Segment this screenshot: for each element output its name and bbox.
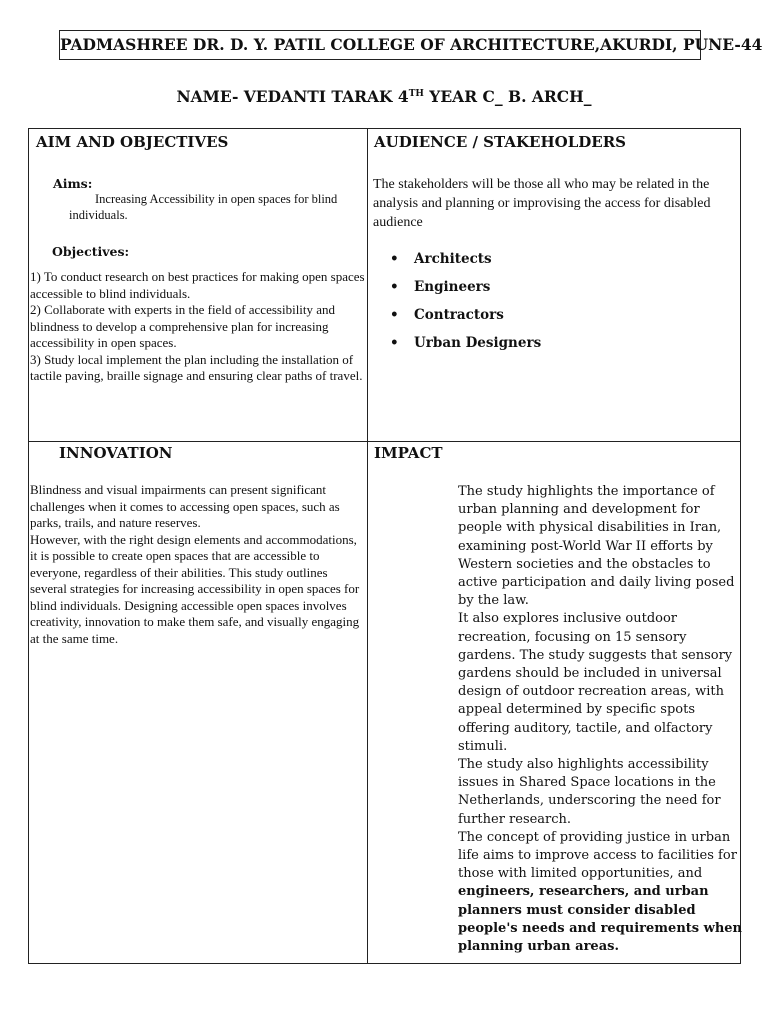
bullet-icon: • — [390, 279, 399, 295]
bullet-icon: • — [390, 335, 399, 351]
audience-heading: AUDIENCE / STAKEHOLDERS — [374, 133, 626, 151]
bullet-icon: • — [390, 307, 399, 323]
stakeholder-list — [390, 247, 541, 359]
objective-item: 3) Study local implement the plan including the installation of tactile paving, braille signage and ensuring clear paths of travel. — [30, 351, 363, 383]
stakeholder-label: Urban Designers — [414, 335, 542, 351]
aims-line-2: individuals. — [69, 208, 128, 222]
stakeholder-label: Engineers — [414, 279, 491, 295]
innovation-heading: INNOVATION — [59, 444, 173, 462]
impact-heading: IMPACT — [374, 444, 443, 462]
impact-last-bold: engineers, researchers, and urban planners must consider disabled people's needs and requirements when planning urban areas. — [458, 884, 742, 955]
aims-label: Aims: — [53, 176, 93, 191]
stakeholders-intro: The stakeholders will be those all who may be related in the analysis and planning or improvising the access for disabled audience — [373, 177, 711, 230]
objectives-list — [30, 269, 365, 385]
impact-cell — [368, 442, 741, 964]
innovation-text — [30, 482, 367, 647]
aim-heading: AIM AND OBJECTIVES — [36, 133, 229, 151]
impact-last-plain: The concept of providing justice in urban life aims to improve access to facilities for those with limited opportunities, and — [458, 829, 737, 882]
name-prefix: NAME- VEDANTI TARAK 4 — [176, 87, 409, 106]
stakeholder-label: Architects — [414, 251, 492, 267]
impact-paragraph: The study also highlights accessibility issues in Shared Space locations in the Netherlands, underscoring the need for further research. — [458, 757, 721, 827]
impact-text — [458, 483, 743, 956]
name-suffix: YEAR C_ B. ARCH_ — [423, 87, 592, 106]
stakeholder-item — [390, 275, 541, 303]
aims-line-1: Increasing Accessibility in open spaces for blind — [95, 192, 338, 206]
innovation-paragraph: However, with the right design elements and accommodations, it is possible to create open spaces that are accessible to everyone, regardless of their abilities. This study outlines several strategies for increasing accessibility in open spaces for blind individuals. Designing accessible open spaces involves creativity, innovation to make them safe, and visually engaging at the same time. — [30, 531, 360, 646]
objective-item: 2) Collaborate with experts in the field of accessibility and blindness to develop a comprehensive plan for increasing accessibility in open spaces. — [30, 302, 336, 350]
aim-cell — [29, 129, 368, 442]
impact-paragraph: The study highlights the importance of urban planning and development for people with physical disabilities in Iran, examining post-World War II efforts by Western societies and the obstacles to active participation and daily living posed by the law. — [458, 484, 735, 609]
innovation-cell — [29, 442, 368, 964]
objectives-label: Objectives: — [52, 244, 130, 259]
stakeholder-item — [390, 331, 541, 359]
stakeholder-item — [390, 247, 541, 275]
content-table — [28, 128, 741, 964]
impact-paragraph: It also explores inclusive outdoor recreation, focusing on 15 sensory gardens. The study suggests that sensory gardens should be included in universal design of outdoor recreation areas, with appeal determined by specific spots offering auditory, tactile, and olfactory stimuli. — [458, 611, 733, 754]
impact-paragraph — [458, 829, 743, 956]
aims-text — [69, 191, 367, 223]
stakeholder-label: Contractors — [414, 307, 504, 323]
student-name-line — [0, 87, 768, 106]
objective-item: 1) To conduct research on best practices for making open spaces accessible to blind individuals. — [30, 269, 365, 301]
stakeholder-item — [390, 303, 541, 331]
college-header: PADMASHREE DR. D. Y. PATIL COLLEGE OF ARCHITECTURE,AKURDI, PUNE-44 — [59, 30, 701, 60]
audience-cell — [368, 129, 741, 442]
name-superscript: TH — [408, 88, 424, 99]
innovation-paragraph: Blindness and visual impairments can present significant challenges when it comes to accessing open spaces, such as parks, trails, and nature reserves. — [30, 482, 340, 530]
bullet-icon: • — [390, 251, 399, 267]
